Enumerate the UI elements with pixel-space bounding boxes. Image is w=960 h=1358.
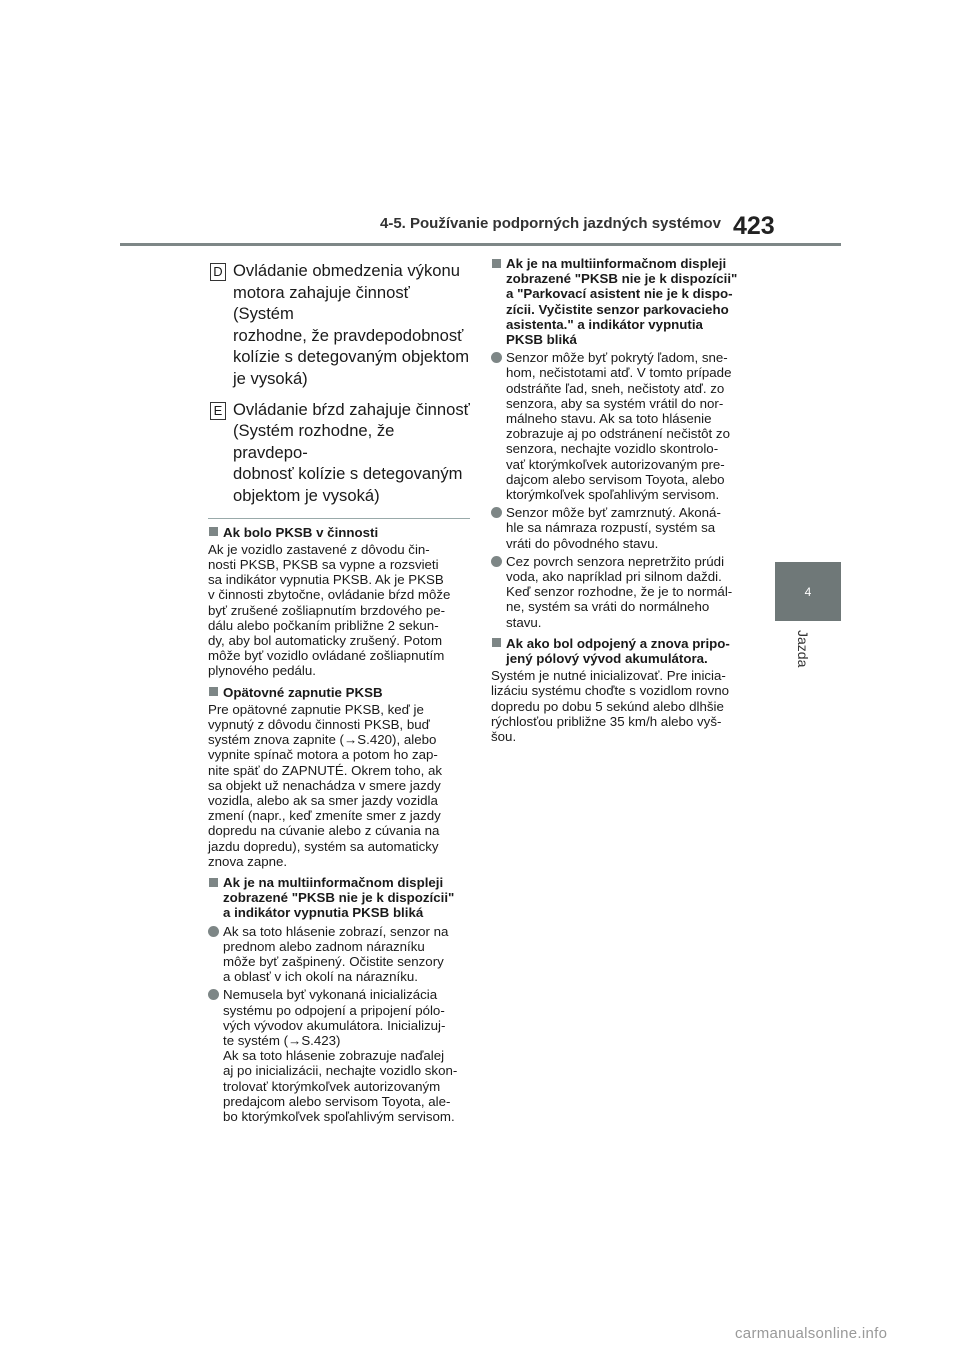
square-bullet-icon	[209, 687, 218, 696]
heading-line: zobrazené "PKSB nie je k dispozícii"	[506, 271, 738, 287]
paragraph-line: zmení (napr., keď zmeníte smer z jazdy	[208, 808, 441, 824]
heading-line: a "Parkovací asistent nie je k dispo-	[506, 286, 733, 302]
right-column	[491, 256, 756, 750]
bullet-line: a oblasť v ich okolí na nárazníku.	[223, 969, 418, 985]
paragraph-line: Systém je nutné inicializovať. Pre inicia-	[491, 668, 726, 684]
bullet-line: trolovať ktorýmkoľvek autorizovaným	[223, 1078, 441, 1094]
heading-line: asistenta." a indikátor vypnutia	[506, 316, 703, 332]
bullet-line: môže byť zašpinený. Očistite senzory	[223, 954, 444, 970]
paragraph-line: dopredu na cúvanie alebo z cúvania na	[208, 823, 440, 839]
lettered-item	[208, 399, 470, 507]
paragraph-line: môže byť vozidlo ovládané zošliapnutím	[208, 648, 445, 664]
paragraph-line: nite späť do ZAPNUTÉ. Okrem toho, ak	[208, 762, 443, 778]
square-bullet-icon	[209, 527, 218, 536]
paragraph-line: vozidla, alebo ak sa smer jazdy vozidla	[208, 792, 438, 808]
bullet-line: odstráňte ľad, sneh, nečistoty atď. zo	[506, 380, 725, 396]
bullet-line: prednom alebo zadnom nárazníku	[223, 938, 425, 954]
item-text-line: Ovládanie bŕzd zahajuje činnosť	[233, 399, 470, 419]
heading-line: zobrazené "PKSB nie je k dispozícii"	[223, 890, 455, 906]
bullet-line: hle sa námraza rozpustí, systém sa	[506, 520, 716, 536]
circle-bullet-icon	[491, 352, 502, 363]
paragraph-line: dopredu po dobu 5 sekúnd alebo dlhšie	[491, 698, 724, 714]
left-column	[208, 260, 470, 1130]
bullet-line: aj po inicializácii, nechajte vozidlo skon-	[223, 1063, 458, 1079]
item-text-line: objektom je vysoká)	[233, 485, 380, 505]
paragraph-line: vypnite spínač motora a potom ho zap-	[208, 747, 438, 763]
bullet-item	[491, 554, 756, 630]
paragraph-line: lizáciu systému choďte s vozidlom rovno	[491, 683, 730, 699]
bullet-line: systému po odpojení a pripojení pólo-	[223, 1002, 445, 1018]
bullet-line: Senzor môže byť pokrytý ľadom, sne-	[506, 350, 728, 366]
chapter-tab: 4	[775, 562, 841, 621]
bullet-line: Ak sa toto hlásenie zobrazí, senzor na	[223, 923, 449, 939]
square-bullet-icon	[492, 259, 501, 268]
bullet-line: bo ktorýmkoľvek spoľahlivým servisom.	[223, 1109, 455, 1125]
section-heading	[208, 685, 470, 700]
section-divider	[208, 518, 470, 519]
section-heading	[208, 525, 470, 540]
info-section	[491, 636, 756, 744]
lettered-items	[208, 260, 470, 507]
heading-line: Opätovné zapnutie PKSB	[223, 684, 383, 700]
paragraph-line: znova zapne.	[208, 853, 288, 869]
bullet-line: Cez povrch senzora nepretržito prúdi	[506, 553, 725, 569]
bullet-line: hom, nečistotami atď. V tomto prípade	[506, 365, 732, 381]
paragraph-line: vypnutý z dôvodu činnosti PKSB, buď	[208, 716, 430, 732]
info-section	[491, 256, 756, 630]
bullet-line: Nemusela byť vykonaná inicializácia	[223, 987, 438, 1003]
bullet-item	[208, 924, 470, 985]
heading-line: Ak ako bol odpojený a znova pripo-	[506, 635, 730, 651]
bullet-line: te systém (→S.423)	[223, 1033, 341, 1049]
bullet-item	[491, 350, 756, 502]
bullet-line: Ak sa toto hlásenie zobrazuje naďalej	[223, 1048, 445, 1064]
circle-bullet-icon	[208, 989, 219, 1000]
paragraph-line: plynového pedálu.	[208, 663, 316, 679]
paragraph-line: šou.	[491, 729, 517, 745]
chapter-tab-label: Jazda	[795, 630, 811, 668]
bullet-line: vať ktorýmkoľvek autorizovaným pre-	[506, 456, 725, 472]
paragraph-line: jazdu dopredu), systém sa automaticky	[208, 838, 439, 854]
section-paragraph	[208, 702, 470, 869]
heading-line: Ak bolo PKSB v činnosti	[223, 524, 379, 540]
paragraph-line: dálu alebo počkaním približne 2 sekun-	[208, 617, 439, 633]
paragraph-line: rýchlosťou približne 35 km/h alebo vyš-	[491, 713, 722, 729]
paragraph-line: nosti PKSB, PKSB sa vypne a rozsvieti	[208, 556, 439, 572]
bullet-line: zobrazuje aj po odstránení nečistôt zo	[506, 426, 730, 442]
bullet-line: dajcom alebo servisom Toyota, alebo	[506, 471, 725, 487]
item-text-line: (Systém rozhodne, že pravdepo-	[233, 421, 395, 462]
heading-line: Ak je na multiinformačnom displeji	[506, 256, 727, 271]
item-marker: D	[210, 263, 226, 281]
paragraph-line: byť zrušené zošliapnutím brzdového pe-	[208, 602, 446, 618]
item-text-line: je vysoká)	[233, 368, 308, 388]
bullet-line: stavu.	[506, 614, 542, 630]
item-text-line: motora zahajuje činnosť (Systém	[233, 282, 410, 324]
info-section	[208, 875, 470, 1124]
section-heading	[208, 875, 470, 921]
square-bullet-icon	[492, 638, 501, 647]
right-sections	[491, 256, 756, 744]
item-text-line: kolízie s detegovaným objektom	[233, 347, 470, 367]
item-marker: E	[210, 402, 226, 420]
heading-line: a indikátor vypnutia PKSB bliká	[223, 905, 424, 921]
item-text-line: dobnosť kolízie s detegovaným	[233, 464, 463, 484]
circle-bullet-icon	[208, 926, 219, 937]
info-section	[208, 525, 470, 679]
bullet-line: senzora, aby sa systém vrátil do nor-	[506, 395, 724, 411]
section-heading	[491, 636, 756, 666]
paragraph-line: Pre opätovné zapnutie PKSB, keď je	[208, 701, 424, 717]
heading-line: Ak je na multiinformačnom displeji	[223, 875, 444, 890]
bullet-line: ne, systém sa vráti do normálneho	[506, 599, 710, 615]
bullet-line: senzora, nechajte vozidlo skontrolo-	[506, 441, 719, 457]
bullet-line: predajcom alebo servisom Toyota, ale-	[223, 1093, 451, 1109]
bullet-line: vých vývodov akumulátora. Inicializuj-	[223, 1017, 446, 1033]
section-paragraph	[491, 668, 756, 744]
bullet-line: vráti do pôvodného stavu.	[506, 535, 659, 551]
left-sections	[208, 525, 470, 1125]
section-paragraph	[208, 542, 470, 679]
section-heading	[491, 256, 756, 347]
bullet-line: ktorýmkoľvek spoľahlivým servisom.	[506, 487, 720, 503]
page-number: 423	[733, 212, 775, 240]
heading-line: jený pólový vývod akumulátora.	[506, 651, 708, 667]
paragraph-line: v činnosti zbytočne, ovládanie bŕzd môže	[208, 587, 451, 603]
bullet-line: Senzor môže byť zamrznutý. Akoná-	[506, 505, 721, 521]
heading-line: zícii. Vyčistite senzor parkovacieho	[506, 301, 729, 317]
paragraph-line: sa objekt už nenachádza v smere jazdy	[208, 777, 441, 793]
header-rule	[120, 243, 841, 246]
paragraph-line: Ak je vozidlo zastavené z dôvodu čin-	[208, 541, 430, 557]
circle-bullet-icon	[491, 556, 502, 567]
bullet-item	[491, 505, 756, 551]
circle-bullet-icon	[491, 507, 502, 518]
square-bullet-icon	[209, 878, 218, 887]
watermark-text: carmanualsonline.info	[735, 1325, 888, 1342]
bullet-line: voda, ako napríklad pri silnom daždi.	[506, 569, 722, 585]
heading-line: PKSB bliká	[506, 332, 577, 348]
paragraph-line: sa indikátor vypnutia PKSB. Ak je PKSB	[208, 572, 444, 588]
paragraph-line: systém znova zapnite (→S.420), alebo	[208, 732, 437, 748]
paragraph-line: dy, aby bol automaticky zrušený. Potom	[208, 632, 443, 648]
item-text-line: rozhodne, že pravdepodobnosť	[233, 325, 464, 345]
item-text-line: Ovládanie obmedzenia výkonu	[233, 261, 460, 280]
lettered-item	[208, 260, 470, 390]
bullet-line: Keď senzor rozhodne, že je to normál-	[506, 584, 733, 600]
info-section	[208, 685, 470, 869]
bullet-item	[208, 987, 470, 1124]
chapter-title: 4-5. Používanie podporných jazdných systémov	[380, 215, 721, 232]
bullet-line: málneho stavu. Ak sa toto hlásenie	[506, 411, 712, 427]
